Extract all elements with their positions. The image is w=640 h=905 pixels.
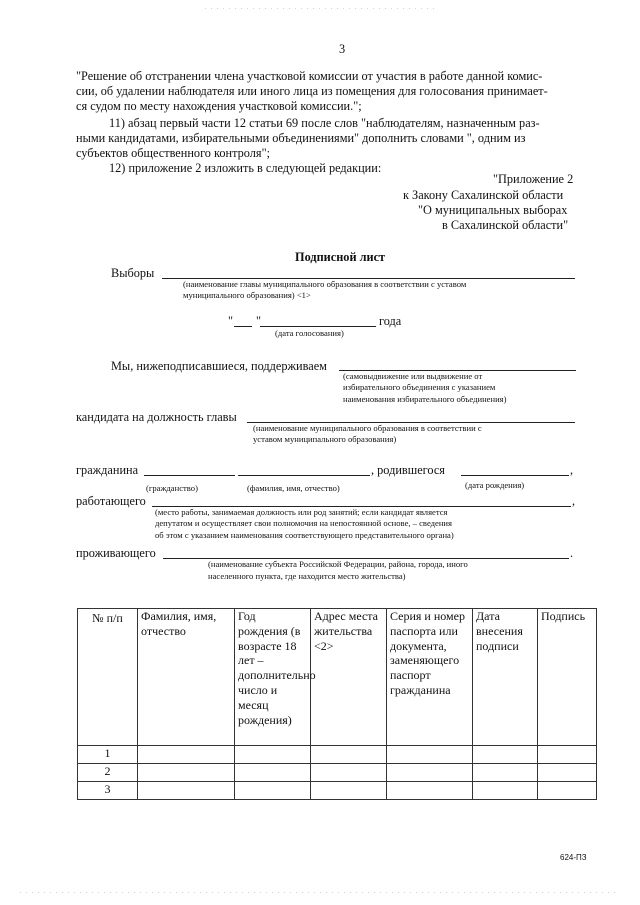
date-quote-open: " <box>228 314 234 328</box>
paragraph-11-line: ными кандидатами, избирательными объединениями" дополнить словами ", одним из <box>76 131 526 145</box>
year-label: года <box>379 314 402 328</box>
period: . <box>570 546 574 560</box>
row-number: 2 <box>78 764 138 782</box>
citizenship-hint: (гражданство) <box>146 483 198 493</box>
support-label: Мы, нижеподписавшиеся, поддерживаем <box>111 359 327 373</box>
working-hint: депутатом и осуществляет свои полномочия на непостоянной основе, – сведения <box>155 518 452 528</box>
living-hint: (наименование субъекта Российской Федерации, района, города, иного <box>208 559 468 569</box>
row-number: 1 <box>78 746 138 764</box>
nomination-hint: избирательного объединения с указанием <box>343 382 496 392</box>
born-label: , родившегося <box>371 463 445 477</box>
signature-table <box>77 608 597 800</box>
appendix-law: к Закону Сахалинской области <box>403 188 564 202</box>
citizenship-field[interactable] <box>144 475 235 476</box>
row-cell[interactable] <box>235 764 311 782</box>
candidate-hint: (наименование муниципального образования в соответствии с <box>253 423 482 433</box>
row-cell[interactable] <box>538 782 597 800</box>
elections-label: Выборы <box>111 266 155 280</box>
header-birth-year: Год рождения (в возрасте 18 лет – дополнительно число и месяц рождения) <box>235 609 311 746</box>
form-title: Подписной лист <box>295 250 386 264</box>
header-address: Адрес места жительства <2> <box>311 609 387 746</box>
paragraph-12-line: 12) приложение 2 изложить в следующей редакции: <box>109 161 382 175</box>
paragraph-11-line: субъектов общественного контроля"; <box>76 146 270 160</box>
row-cell[interactable] <box>473 764 538 782</box>
table-row <box>78 746 597 764</box>
working-label: работающего <box>76 494 146 508</box>
candidate-hint: уставом муниципального образования) <box>253 434 397 444</box>
elections-hint: (наименование главы муниципального образования в соответствии с уставом <box>183 279 467 289</box>
appendix-law-name: "О муниципальных выборах <box>418 203 568 217</box>
row-cell[interactable] <box>387 746 473 764</box>
header-passport: Серия и номер паспорта или документа, заменяющего паспорт гражданина <box>387 609 473 746</box>
footer-code: 624-ПЗ <box>560 853 587 862</box>
working-hint: (место работы, занимаемая должность или род занятий; если кандидат является <box>155 507 448 517</box>
fio-field[interactable] <box>238 475 370 476</box>
row-cell[interactable] <box>138 782 235 800</box>
elections-hint: муниципального образования) <1> <box>183 290 311 300</box>
date-day-field[interactable] <box>234 326 252 327</box>
table-row <box>78 782 597 800</box>
appendix-title: "Приложение 2 <box>493 172 574 186</box>
header-sign-date: Дата внесения подписи <box>473 609 538 746</box>
candidate-label: кандидата на должность главы <box>76 410 237 424</box>
row-cell[interactable] <box>311 746 387 764</box>
date-month-field[interactable] <box>260 326 376 327</box>
citizen-label: гражданина <box>76 463 139 477</box>
page-number: 3 <box>339 42 346 56</box>
paragraph-11-line: 11) абзац первый части 12 статьи 69 после слов "наблюдателям, назначенным раз- <box>109 116 540 130</box>
date-hint: (дата голосования) <box>275 328 344 338</box>
row-cell[interactable] <box>387 764 473 782</box>
header-fio: Фамилия, имя, отчество <box>138 609 235 746</box>
row-cell[interactable] <box>473 746 538 764</box>
row-cell[interactable] <box>538 764 597 782</box>
row-cell[interactable] <box>138 764 235 782</box>
table-header-row <box>78 609 597 746</box>
appendix-region: в Сахалинской области" <box>442 218 569 232</box>
quote-line: ся судом по месту нахождения участковой комиссии."; <box>76 99 362 113</box>
row-cell[interactable] <box>235 746 311 764</box>
row-cell[interactable] <box>311 782 387 800</box>
row-cell[interactable] <box>387 782 473 800</box>
row-cell[interactable] <box>235 782 311 800</box>
nomination-hint: наименования избирательного объединения) <box>343 394 507 404</box>
row-cell[interactable] <box>473 782 538 800</box>
header-signature: Подпись <box>538 609 597 746</box>
fio-hint: (фамилия, имя, отчество) <box>247 483 340 493</box>
comma: , <box>570 463 574 477</box>
row-cell[interactable] <box>538 746 597 764</box>
living-label: проживающего <box>76 546 156 560</box>
table-row <box>78 764 597 782</box>
date-quote-close: " <box>256 314 262 328</box>
birthdate-field[interactable] <box>461 475 569 476</box>
row-number: 3 <box>78 782 138 800</box>
quote-line: "Решение об отстранении члена участковой комиссии от участия в работе данной комис- <box>76 69 543 83</box>
nomination-hint: (самовыдвижение или выдвижение от <box>343 371 483 381</box>
quote-line: сии, об удалении наблюдателя или иного лица из помещения для голосования принимает- <box>76 84 548 98</box>
row-cell[interactable] <box>138 746 235 764</box>
birthdate-hint: (дата рождения) <box>465 480 525 490</box>
living-hint: населенного пункта, где находится место жительства) <box>208 571 406 581</box>
row-cell[interactable] <box>311 764 387 782</box>
comma: , <box>572 494 576 508</box>
header-number: № п/п <box>78 609 138 746</box>
working-hint: об этом с указанием наименования соответствующего представительного органа) <box>155 530 454 540</box>
